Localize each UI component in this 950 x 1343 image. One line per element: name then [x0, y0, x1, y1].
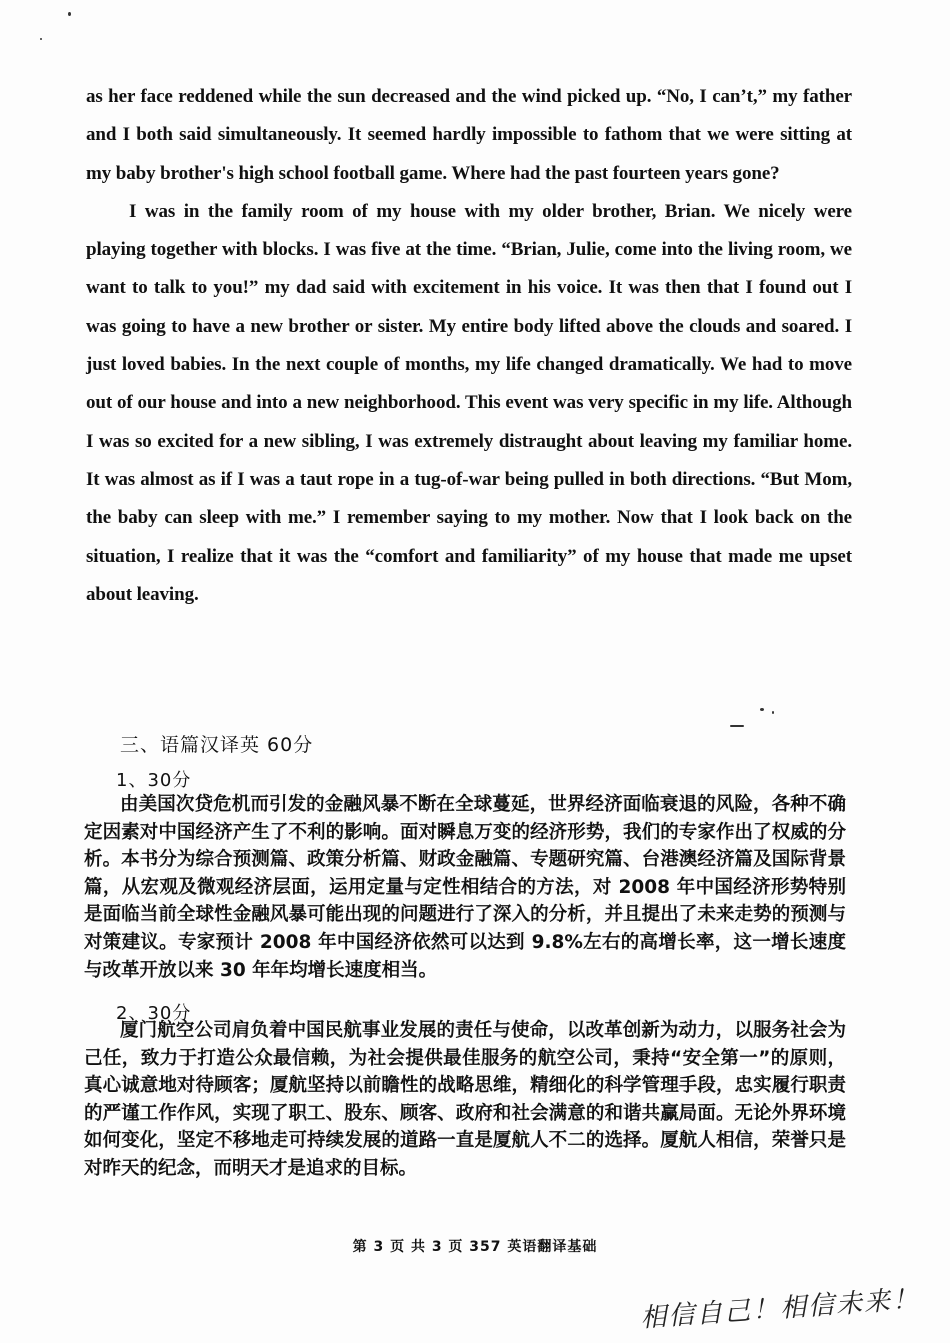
scan-speck [68, 12, 71, 16]
english-paragraph-2: I was in the family room of my house with my older brother, Brian. We nicely were playing together with blocks. I was five at the time. “Brian, Julie, come into the living room, we want to talk to you!” my dad said with excitement in his voice. It was then that I found out I was going to have a new brother or sister. My entire body lifted above the clouds and soared. I just loved babies. In the next couple of months, my life changed dramatically. We had to move out of our house and into a new neighborhood. This event was very specific in my life. Although I was so excited for a new sibling, I was extremely distraught about leaving my familiar home. It was almost as if I was a taut rope in a tug-of-war being pulled in both directions. “But Mom, the baby can sleep with me.” I remember saying to my mother. Now that I look back on the situation, I realize that it was the “comfort and familiarity” of my house that made me upset about leaving. [86, 200, 852, 605]
english-passage [86, 78, 852, 614]
scan-speck [730, 725, 744, 727]
scan-speck [760, 708, 764, 711]
handwritten-note: 相信自己！相信未来！ [639, 1284, 921, 1334]
section-3-title: 三、语篇汉译英 60分 [120, 734, 314, 756]
part-2-label: 2、30分 [116, 1003, 192, 1024]
scan-speck [772, 711, 774, 714]
part-1-text: 由美国次贷危机而引发的金融风暴不断在全球蔓延，世界经济面临衰退的风险，各种不确定因素对中国经济产生了不利的影响。面对瞬息万变的经济形势，我们的专家作出了权威的分析。本书分为综合预测篇、政策分析篇、财政金融篇、专题研究篇、台港澳经济篇及国际背景篇，从宏观及微观经济层面，运用定量与定性相结合的方法，对 2008 年中国经济形势特别是面临当前全球性金融风暴可能出现的问题进行了深入的分析，并且提出了未来走势的预测与对策建议。专家预计 2008 年中国经济依然可以达到 9.8%左右的高增长率，这一增长速度与改革开放以来 30 年年均增长速度相当。 [84, 794, 846, 981]
part-2-text: 厦门航空公司肩负着中国民航事业发展的责任与使命，以改革创新为动力，以服务社会为己任，致力于打造公众最信赖，为社会提供最佳服务的航空公司，秉持“安全第一”的原则，真心诚意地对待顾客；厦航坚持以前瞻性的战略思维，精细化的科学管理手段，忠实履行职责的严谨工作作风，实现了职工、股东、顾客、政府和社会满意的和谐共赢局面。无论外界环境如何变化，坚定不移地走可持续发展的道路一直是厦航人不二的选择。厦航人相信，荣誉只是对昨天的纪念，而明天才是追求的目标。 [84, 1020, 846, 1179]
english-paragraph-1: as her face reddened while the sun decreased and the wind picked up. “No, I can’t,” my father and I both said simultaneously. It seemed hardly impossible to fathom that we were sitting at my baby brother's high school football game. Where had the past fourteen years gone? [86, 86, 852, 184]
scan-speck [40, 38, 42, 40]
part-1-label: 1、30分 [116, 770, 192, 791]
page-footer: 第 3 页 共 3 页 357 英语翻译基础 [352, 1239, 598, 1255]
